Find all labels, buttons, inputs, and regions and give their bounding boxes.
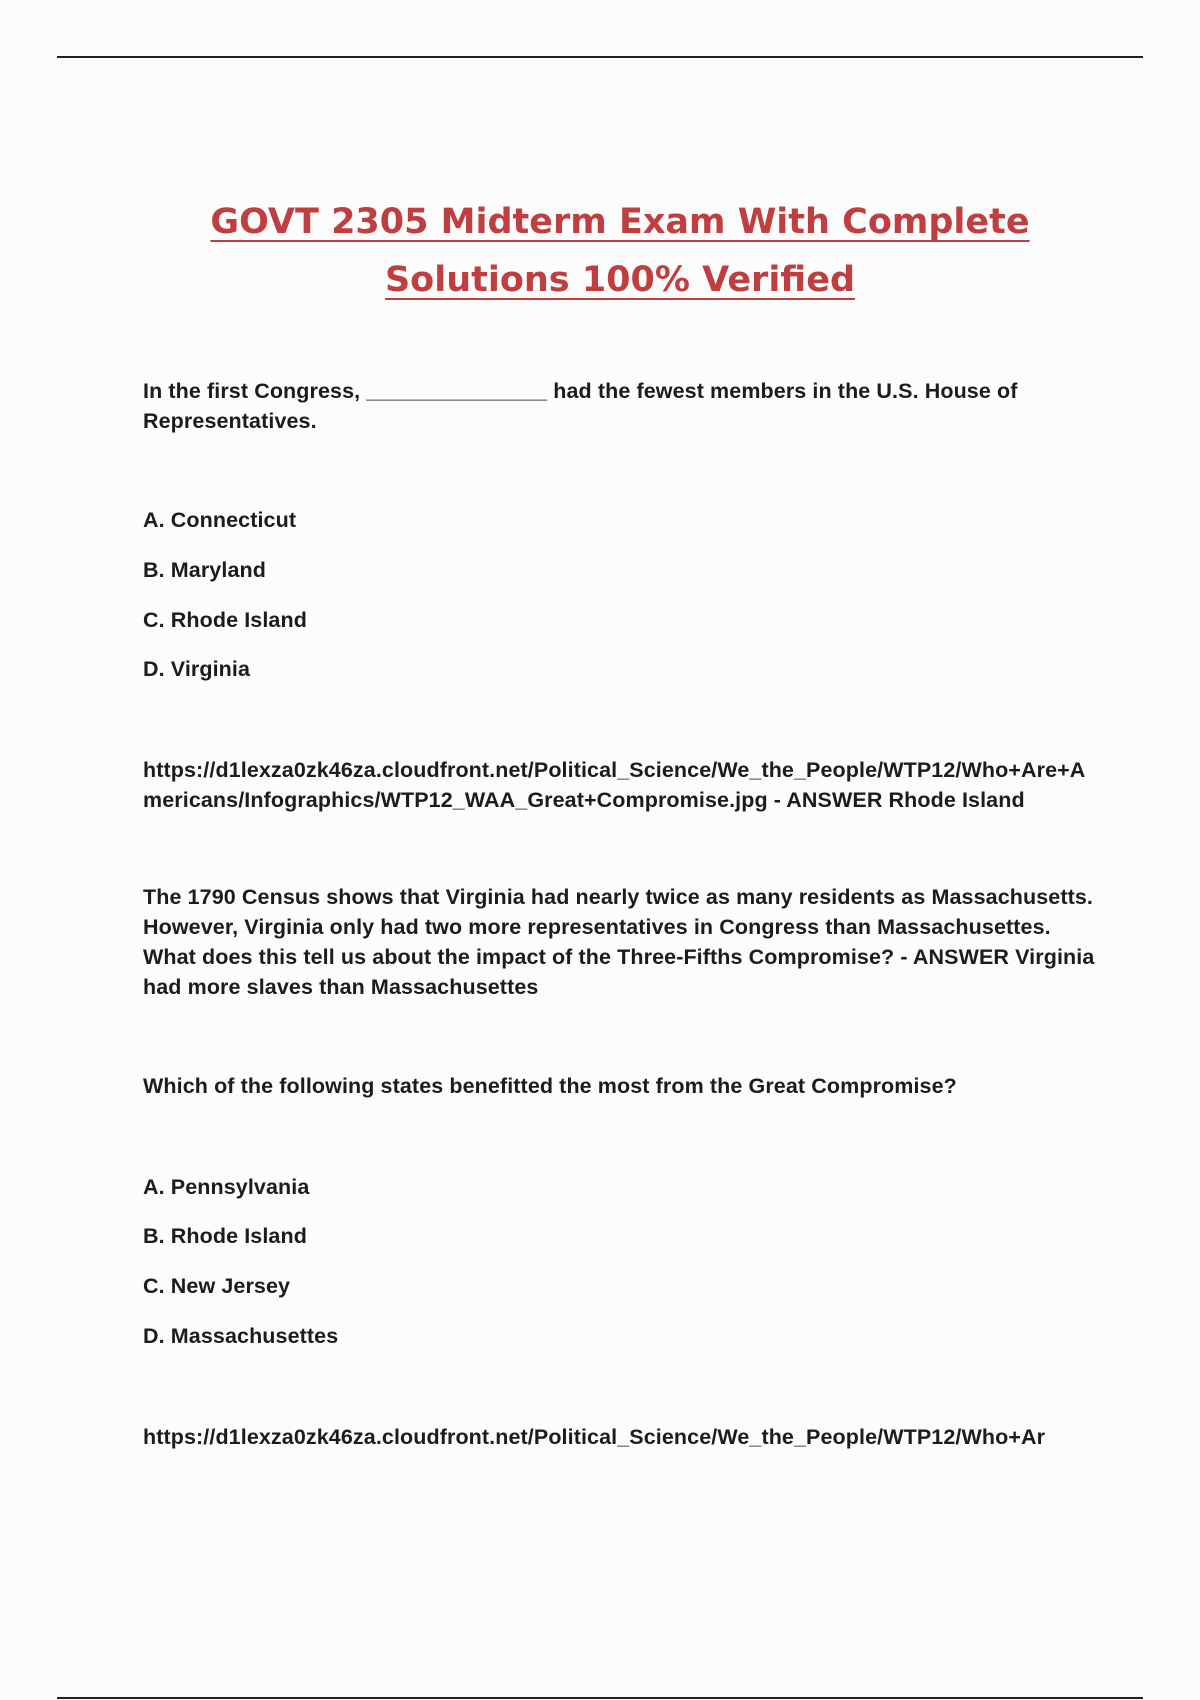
top-rule — [57, 56, 1143, 58]
question-3-option-b: B. Rhode Island — [143, 1224, 307, 1248]
question-3-option-a: A. Pennsylvania — [143, 1175, 310, 1199]
question-3-answer-partial: https://d1lexza0zk46za.cloudfront.net/Political_Science/We_the_People/WTP12/Who+Ar — [143, 1425, 1046, 1449]
question-1-answer: https://d1lexza0zk46za.cloudfront.net/Political_Science/We_the_People/WTP12/Who+Are+Americans/Infographics/WTP12_WAA_Great+Compromise.jpg - ANSWER Rhode Island — [143, 758, 1086, 812]
question-1-text: In the first Congress, _______________ had the fewest members in the U.S. House of Representatives. — [143, 379, 1018, 433]
question-3-option-c: C. New Jersey — [143, 1274, 291, 1298]
question-1-option-a: A. Connecticut — [143, 508, 297, 532]
title-line-2: Solutions 100% Verified — [384, 260, 856, 300]
bottom-rule — [57, 1697, 1143, 1699]
question-3-option-d: D. Massachusettes — [143, 1324, 339, 1348]
question-1-option-b: B. Maryland — [143, 558, 266, 582]
question-1-option-d: D. Virginia — [143, 657, 251, 681]
question-3-text: Which of the following states benefitted the most from the Great Compromise? — [143, 1074, 957, 1098]
question-1-option-c: C. Rhode Island — [143, 608, 307, 632]
document-body — [143, 376, 1098, 1452]
question-2-text: The 1790 Census shows that Virginia had nearly twice as many residents as Massachusetts. However, Virginia only had two more representatives in Congress than Massachusettes. What does this tell us about the impact of the Three-Fifths Compromise? - ANSWER Virginia had more slaves than Massachusettes — [143, 885, 1095, 999]
document-title — [140, 193, 1100, 309]
title-line-1: GOVT 2305 Midterm Exam With Complete — [210, 202, 1030, 242]
